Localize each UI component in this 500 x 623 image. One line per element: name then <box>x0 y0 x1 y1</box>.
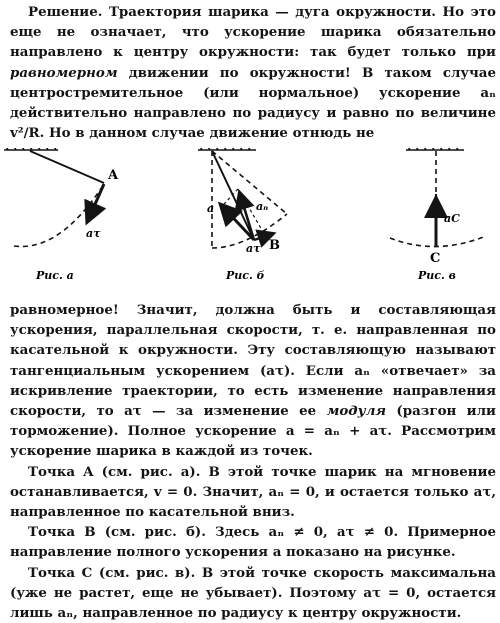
ceiling-hatch-a <box>4 148 58 150</box>
figure-b <box>198 148 287 282</box>
point-b-text: Точка B (см. рис. б). Здесь aₙ ≠ 0, aτ ≠ 0. Примерное направление полного ускорения a показано на рисунке. <box>10 524 496 561</box>
main-text-2: (разгон или торможение). Полное ускорение a = aₙ + aτ. Рассмотрим ускорение шарика в каждой из точек. <box>10 403 496 460</box>
intro-text-2: движении по окружности! В таком случае центростремительное (или нормальное) ускорение aₙ действительно направлено по радиусу и равно по величине v²/R. Но в данном случае движение отнюдь не <box>10 64 496 142</box>
ceiling-hatch-b <box>198 148 256 150</box>
label-vector-a-tau: aτ <box>86 227 101 240</box>
caption-fig-c: Рис. в <box>418 269 456 282</box>
main-text-1: равномерное! Значит, должна быть и составляющая ускорения, параллельная скорости, т. е. направленная по касательной к окружности. Эту составляющую называют тангенциальным ускорением (aτ). Если aₙ «отвечает» за искривление траектории, то есть изменение направления скорости, то aτ — за изменение ее <box>10 302 496 420</box>
dashed-arc-c <box>390 236 486 247</box>
point-c-text: Точка C (см. рис. в). В этой точке скорость максимальна (уже не растет, еще не убывает). Поэтому aτ = 0, остается лишь aₙ, направленное по радиусу к центру окружности. <box>10 564 496 622</box>
paragraph-main <box>10 300 496 623</box>
point-a-text: Точка A (см. рис. a). В этой точке шарик на мгновение останавливается, v = 0. Значит, aₙ = 0, и остается только aτ, направленное по касательной вниз. <box>10 463 496 521</box>
caption-fig-b: Рис. б <box>226 269 265 282</box>
intro-text-1: Траектория шарика — дуга окружности. Но это еще не означает, что ускорение шарика обязательно направлено к центру окружности: так будет только при <box>10 4 496 61</box>
figure-a <box>4 148 119 282</box>
string-b <box>212 151 254 240</box>
paragraph-intro <box>10 2 496 143</box>
label-vector-b-tau: aτ <box>246 242 261 255</box>
figure-c <box>390 148 486 282</box>
figures-strip <box>0 148 500 298</box>
ceiling-hatch-c <box>406 148 464 150</box>
solution-label: Решение. <box>28 4 103 20</box>
radius-dashed-b <box>212 151 287 214</box>
main-italic: модуля <box>326 403 387 420</box>
label-point-a: A <box>108 168 119 183</box>
caption-fig-a: Рис. а <box>36 269 74 282</box>
string-a <box>30 151 104 183</box>
label-point-b: B <box>269 238 280 253</box>
label-vector-b-a: a <box>207 202 215 215</box>
label-vector-c: aC <box>444 212 460 225</box>
label-vector-b-n: aₙ <box>256 200 269 213</box>
intro-italic: равномерном <box>10 64 118 81</box>
label-point-c: C <box>430 251 441 266</box>
